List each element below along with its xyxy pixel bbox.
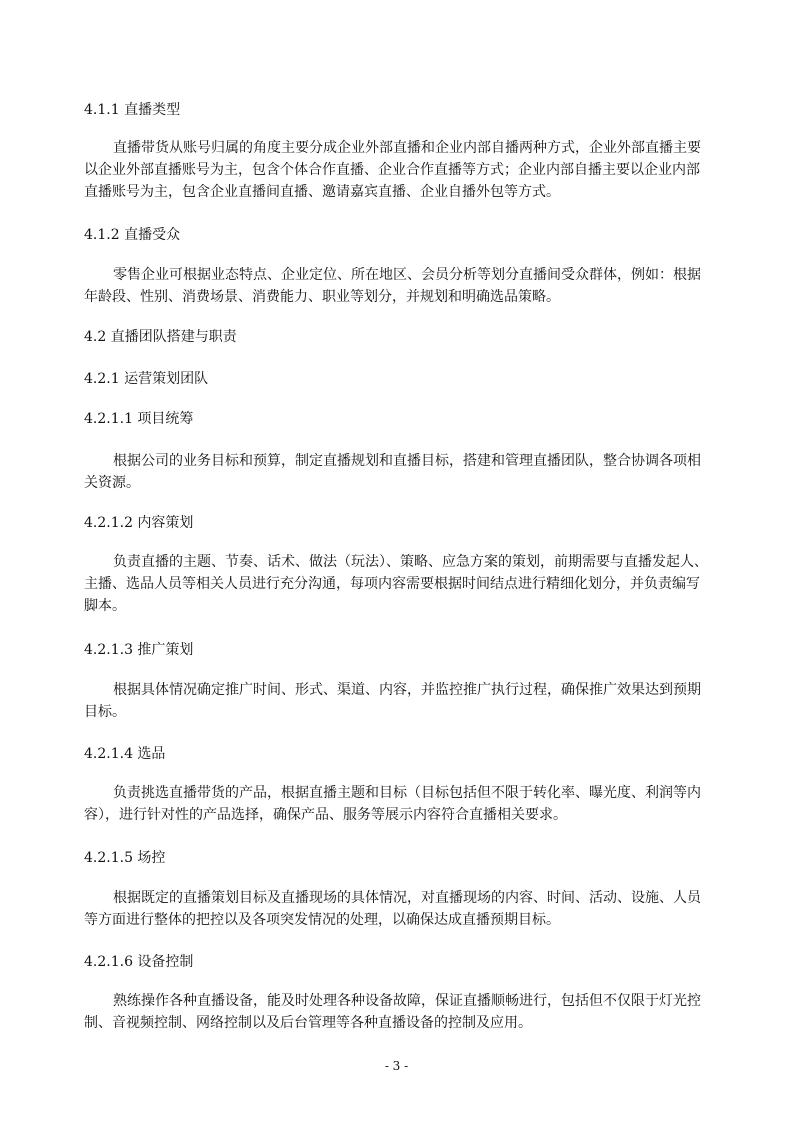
paragraph-line: 关资源。	[84, 475, 140, 491]
page-number: - 3 -	[384, 1059, 409, 1073]
heading-4-2-1-1: 4.2.1.1 项目统筹	[84, 411, 194, 427]
paragraph-line: 直播带货从账号归属的角度主要分成企业外部直播和企业内部自播两种方式，企业外部直播主要	[113, 140, 701, 156]
paragraph-4-2-1-2	[84, 551, 708, 617]
paragraph-line: 制、音视频控制、网络控制以及后台管理等各种直播设备的控制及应用。	[84, 1015, 532, 1031]
paragraph-line: 负责挑选直播带货的产品，根据直播主题和目标（目标包括但不限于转化率、曝光度、利润等内	[113, 785, 701, 801]
paragraph-line: 负责直播的主题、节奏、话术、做法（玩法）、策略、应急方案的策划，前期需要与直播发起人、	[113, 554, 708, 570]
paragraph-4-2-1-4	[84, 782, 708, 826]
heading-4-2-1-5: 4.2.1.5 场控	[84, 850, 166, 866]
paragraph-4-2-1-1	[84, 450, 708, 494]
paragraph-line: 等方面进行整体的把控以及各项突发情况的处理，以确保达成直播预期目标。	[84, 912, 560, 928]
paragraph-4-1-2	[84, 264, 708, 308]
heading-4-2-1-6: 4.2.1.6 设备控制	[84, 954, 194, 970]
paragraph-4-2-1-5	[84, 887, 708, 931]
heading-4-2-1-3: 4.2.1.3 推广策划	[84, 642, 194, 658]
paragraph-line: 主播、选品人员等相关人员进行充分沟通，每项内容需要根据时间结点进行精细化划分，并负责编写	[84, 576, 700, 592]
heading-4-1-1: 4.1.1 直播类型	[84, 102, 181, 118]
paragraph-line: 容），进行针对性的产品选择，确保产品、服务等展示内容符合直播相关要求。	[84, 807, 567, 823]
paragraph-line: 脚本。	[84, 598, 126, 614]
heading-4-2-1: 4.2.1 运营策划团队	[84, 371, 209, 387]
heading-4-1-2: 4.1.2 直播受众	[84, 227, 181, 243]
paragraph-line: 根据具体情况确定推广时间、形式、渠道、内容，并监控推广执行过程，确保推广效果达到预期	[113, 682, 701, 698]
paragraph-line: 目标。	[84, 704, 126, 720]
heading-4-2-1-4: 4.2.1.4 选品	[84, 746, 166, 762]
paragraph-line: 以企业外部直播账号为主，包含个体合作直播、企业合作直播等方式；企业内部自播主要以企业内部	[84, 162, 700, 178]
paragraph-line: 直播账号为主，包含企业直播间直播、邀请嘉宾直播、企业自播外包等方式。	[84, 184, 560, 200]
heading-4-2-1-2: 4.2.1.2 内容策划	[84, 515, 194, 531]
paragraph-line: 根据既定的直播策划目标及直播现场的具体情况，对直播现场的内容、时间、活动、设施、人员	[113, 890, 701, 906]
paragraph-line: 零售企业可根据业态特点、企业定位、所在地区、会员分析等划分直播间受众群体，例如：根据	[113, 267, 701, 283]
paragraph-4-2-1-3	[84, 679, 708, 723]
paragraph-4-2-1-6	[84, 990, 708, 1034]
heading-4-2: 4.2 直播团队搭建与职责	[84, 329, 237, 345]
paragraph-line: 熟练操作各种直播设备，能及时处理各种设备故障，保证直播顺畅进行，包括但不仅限于灯光控	[113, 993, 701, 1009]
paragraph-line: 年龄段、性别、消费场景、消费能力、职业等划分，并规划和明确选品策略。	[84, 289, 560, 305]
paragraph-line: 根据公司的业务目标和预算，制定直播规划和直播目标，搭建和管理直播团队，整合协调各项相	[113, 453, 701, 469]
paragraph-4-1-1	[84, 137, 708, 203]
